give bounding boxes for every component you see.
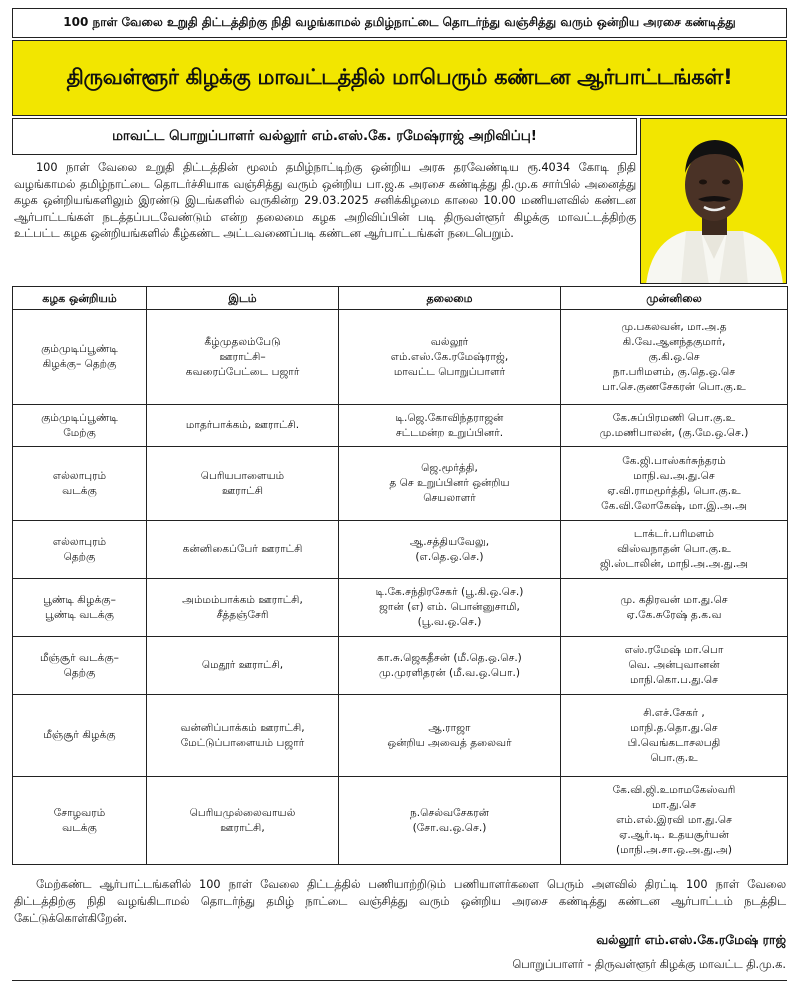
cell-place-line: கவரைப்பேட்டை பஜார் (185, 365, 300, 378)
cell-union-line: தெற்கு (63, 666, 96, 679)
cell-chair (339, 310, 561, 405)
cell-presence-line: கு.கி.ஒ.செ (648, 350, 700, 363)
column-header-union: கழக ஒன்றியம் (13, 287, 147, 310)
cell-presence-line: கே.ஜி.பாஸ்கர்சுந்தரம் (622, 454, 726, 467)
cell-presence-line: மாநி.கொ.ப.து.செ (629, 674, 719, 686)
column-header-place: இடம் (147, 287, 339, 310)
cell-presence-line: வெ. அன்புவானன் (628, 659, 720, 671)
cell-place-line: மெதூர் ஊராட்சி, (201, 659, 284, 671)
column-header-chair: தலைமை (339, 287, 561, 310)
cell-union-line: எல்லாபுரம் (52, 535, 107, 548)
column-header-presence: முன்னிலை (561, 287, 788, 310)
cell-presence-line: கே.வி.லோகேஷ், மா.இ.அ.அ (601, 499, 747, 512)
cell-place-line: ஊராட்சி, (220, 821, 265, 834)
cell-presence-line: டாக்டர்.பரிமளம் (633, 528, 715, 540)
table-row (13, 447, 788, 521)
cell-union (13, 310, 147, 405)
cell-place-line: ஊராட்சி (221, 484, 264, 497)
portrait-photo (640, 118, 787, 284)
cell-presence-line: மாநி.வ.அ.து.செ (633, 469, 715, 482)
cell-place-line: பெரியபாளையம் (200, 469, 285, 482)
cell-presence-line: ஏ.வி.ராமமூர்த்தி, பொ.கு.உ (607, 484, 741, 497)
protest-schedule-table (12, 286, 788, 865)
intro-paragraph (14, 160, 636, 243)
cell-union-line: தெற்கு (63, 550, 96, 563)
cell-presence-line: கே.சுப்பிரமணி பொ.கு.உ (612, 411, 736, 424)
cell-chair-line: (எ.தெ.ஒ.செ.) (415, 550, 484, 563)
cell-chair (339, 405, 561, 447)
table-row (13, 695, 788, 777)
cell-place-line: ஊராட்சி– (219, 350, 266, 363)
table-row (13, 579, 788, 637)
cell-union-line: மீஞ்சூர் வடக்கு– (40, 651, 119, 664)
cell-union-line: மீஞ்சூர் கிழக்கு (43, 729, 116, 741)
cell-union (13, 447, 147, 521)
cell-chair (339, 695, 561, 777)
cell-union-line: எல்லாபுரம் (52, 469, 107, 482)
table-row (13, 310, 788, 405)
cell-place-line: பெரியமுல்லைவாயல் (189, 806, 296, 819)
cell-presence-line: கே.வி.ஜி.உமாமகேஸ்வரி (612, 784, 736, 796)
cell-chair-line: மு.முரளிதரன் (மீ.வ.ஒ.பொ.) (378, 666, 521, 679)
cell-place (147, 310, 339, 405)
cell-chair (339, 637, 561, 695)
cell-presence (561, 521, 788, 579)
cell-place (147, 777, 339, 865)
cell-presence-line: ஏ.கே.சுரேஷ் த.க.வ (626, 608, 722, 621)
portrait-photo-icon (641, 119, 787, 284)
cell-place (147, 521, 339, 579)
cell-presence-line: கி.வே.ஆனந்தகுமார், (622, 335, 726, 348)
cell-presence-line: நா.பரிமளம், கு.தெ.ஒ.செ (612, 365, 736, 378)
cell-presence (561, 579, 788, 637)
cell-union (13, 695, 147, 777)
cell-presence (561, 777, 788, 865)
cell-presence-line: சி.எச்.சேகர் , (643, 706, 705, 719)
table-row (13, 521, 788, 579)
cell-presence-line: (மாநி.அ.சா.ஒ.அ.து.அ) (615, 844, 733, 856)
cell-union (13, 521, 147, 579)
cell-place (147, 695, 339, 777)
cell-chair (339, 777, 561, 865)
cell-chair-line: ஜான் (எ) எம். பொன்னுசாமி, (379, 601, 520, 613)
cell-union-line: பூண்டி வடக்கு (45, 608, 114, 621)
cell-union-line: கும்முடிப்பூண்டி (41, 343, 118, 355)
cell-union (13, 579, 147, 637)
closing-paragraph (14, 876, 786, 927)
top-banner-text: 100 நாள் வேலை உறுதி திட்டத்திற்கு நிதி வழங்காமல் தமிழ்நாட்டை தொடர்ந்து வஞ்சித்து வரும் ஒன்றிய அரசை கண்டித்து (63, 15, 736, 29)
cell-presence (561, 405, 788, 447)
signature-role: பொறுப்பாளர் - திருவள்ளூர் கிழக்கு மாவட்ட தி.மு.க. (512, 958, 786, 971)
cell-presence-line: மு.மணிபாலன், (கு.மே.ஒ.செ.) (599, 426, 749, 439)
bottom-divider (12, 980, 787, 981)
cell-presence (561, 637, 788, 695)
cell-presence (561, 310, 788, 405)
cell-union-line: கும்முடிப்பூண்டி (41, 411, 118, 424)
cell-chair-line: ஒன்றிய அவைத் தலைவர் (387, 736, 512, 749)
cell-chair-line: டி.ஜெ.கோவிந்தராஜன் (395, 411, 504, 424)
cell-chair-line: ஆ.சத்தியவேலு, (409, 535, 490, 548)
cell-union-line: சோழவரம் (53, 806, 106, 819)
top-banner-line (12, 8, 787, 38)
cell-presence-line: மு.பகலவன், மா.அ.த (621, 320, 727, 333)
cell-place-line: வன்னிப்பாக்கம் ஊராட்சி, (180, 721, 305, 734)
cell-union (13, 405, 147, 447)
headline-banner (12, 40, 787, 116)
cell-presence-line: எஸ்.ரமேஷ் மா.பொ (624, 644, 724, 656)
cell-union-line: வடக்கு (62, 484, 97, 497)
table-header-row (13, 287, 788, 310)
cell-place (147, 447, 339, 521)
cell-presence (561, 695, 788, 777)
cell-place-line: மாதர்பாக்கம், ஊராட்சி. (185, 419, 300, 431)
cell-chair-line: வல்லூர் (430, 335, 469, 348)
cell-union-line: கிழக்கு– தெற்கு (42, 358, 117, 370)
cell-presence-line: பி.வெங்கடாசலபதி (627, 736, 721, 749)
cell-chair-line: ஜெ.மூர்த்தி, (421, 462, 478, 474)
cell-chair-line: கா.சு.ஜெகதீசன் (மீ.தெ.ஒ.செ.) (377, 651, 522, 664)
cell-chair-line: ந.செல்வசேகரன் (409, 806, 490, 819)
cell-union-line: பூண்டி கிழக்கு– (43, 593, 116, 606)
cell-union-line: வடக்கு (62, 821, 97, 834)
table-row (13, 777, 788, 865)
cell-place (147, 405, 339, 447)
cell-presence-line: எம்.எல்.இரவி மா.து.செ (616, 814, 732, 826)
cell-union (13, 777, 147, 865)
table-row (13, 637, 788, 695)
cell-place-line: மேட்டுப்பாளையம் பஜார் (180, 736, 305, 749)
table-row (13, 405, 788, 447)
cell-union (13, 637, 147, 695)
cell-place-line: சீத்தஞ்சேரி (216, 608, 269, 621)
cell-chair (339, 521, 561, 579)
closing-text: மேற்கண்ட ஆர்பாட்டங்களில் 100 நாள் வேலை திட்டத்தில் பணியாற்றிடும் பணியாளர்களை பெரும் அளவில் திரட்டி 100 நாள் வேலை திட்டத்திற்கு நிதி வழங்கிடாமல் தொடர்ந்து தமிழ் நாட்டை வஞ்சித்து வரும் ஒன்றிய அரசை கண்டித்து கண்டன ஆர்பாட்டம் நடத்திட கேட்டுக்கொள்கிறேன். (14, 878, 786, 925)
cell-place (147, 579, 339, 637)
cell-place-line: கீழ்முதலம்பேடு (204, 335, 281, 348)
signature-name: வல்லூர் எம்.எஸ்.கே.ரமேஷ் ராஜ் (596, 932, 786, 947)
cell-presence-line: ஏ.ஆர்.டி. உதயசூர்யன் (619, 829, 729, 841)
cell-place-line: அம்மம்பாக்கம் ஊராட்சி, (182, 593, 303, 606)
cell-presence-line: மாநி.த.தொ.து.செ (630, 721, 718, 734)
cell-chair-line: சட்டமன்ற உறுப்பினர். (395, 426, 504, 439)
intro-text: 100 நாள் வேலை உறுதி திட்டத்தின் மூலம் தமிழ்நாட்டிற்கு ஒன்றிய அரசு தரவேண்டிய ரூ.4034 கோடி நிதி வழங்காமல் தமிழ்நாட்டை தொடர்ச்சியாக வஞ்சித்து வரும் ஒன்றிய பா.ஜ.க அரசை கண்டித்து தி.மு.க சார்பில் அனைத்து கழக ஒன்றியங்களிலும் இரண்டு இடங்களில் வருகின்ற 29.03.2025 சனிக்கிழமை காலை 10.00 மணியளவில் கண்டன ஆர்பாட்டங்கள் நடத்தப்படவேண்டும் என்ற தலைமை கழக அறிவிப்பின் படி திருவள்ளூர் கிழக்கு மாவட்டத்திற்கு உட்பட்ட கழக ஒன்றியங்களில் கீழ்கண்ட அட்டவணைப்படி கண்டன ஆர்பாட்டங்கள் நடைபெறும். (14, 161, 636, 241)
cell-presence-line: மா.து.செ (651, 799, 697, 811)
cell-presence (561, 447, 788, 521)
cell-place-line: கன்னிகைப்பேர் ஊராட்சி (182, 543, 303, 555)
cell-chair (339, 579, 561, 637)
cell-chair-line: (சோ.வ.ஒ.செ.) (412, 821, 487, 834)
cell-chair-line: ஆ.ராஜா (428, 721, 471, 734)
cell-chair-line: த செ உறுப்பினர் ஒன்றிய (389, 477, 510, 489)
cell-chair-line: மாவட்ட பொறுப்பாளர் (393, 365, 506, 378)
cell-union-line: மேற்கு (63, 426, 96, 439)
subheadline-banner (12, 118, 637, 155)
cell-presence-line: பா.செ.குணசேகரன் பொ.கு.உ (602, 380, 746, 393)
cell-chair (339, 447, 561, 521)
cell-chair-line: டி.கே.சந்திரசேகர் (பூ.கி.ஒ.செ.) (375, 586, 524, 598)
cell-chair-line: (பூ.வ.ஒ.செ.) (417, 616, 482, 628)
headline-text: திருவள்ளூர் கிழக்கு மாவட்டத்தில் மாபெரும் கண்டன ஆர்பாட்டங்கள்! (66, 64, 733, 89)
cell-chair-line: எம்.எஸ்.கே.ரமேஷ்ராஜ், (390, 350, 509, 363)
cell-presence-line: மு. கதிரவன் மா.து.செ (620, 593, 728, 606)
subheadline-text: மாவட்ட பொறுப்பாளர் வல்லூர் எம்.எஸ்.கே. ரமேஷ்ராஜ் அறிவிப்பு! (112, 127, 537, 144)
cell-presence-line: விஸ்வநாதன் பொ.கு.உ (617, 543, 731, 555)
cell-chair-line: செயலாளர் (423, 492, 476, 504)
cell-presence-line: ஜி.ஸ்டாலின், மாநி.அ.அ.து.அ (599, 558, 749, 570)
cell-place (147, 637, 339, 695)
cell-presence-line: பொ.கு.உ (650, 751, 698, 764)
